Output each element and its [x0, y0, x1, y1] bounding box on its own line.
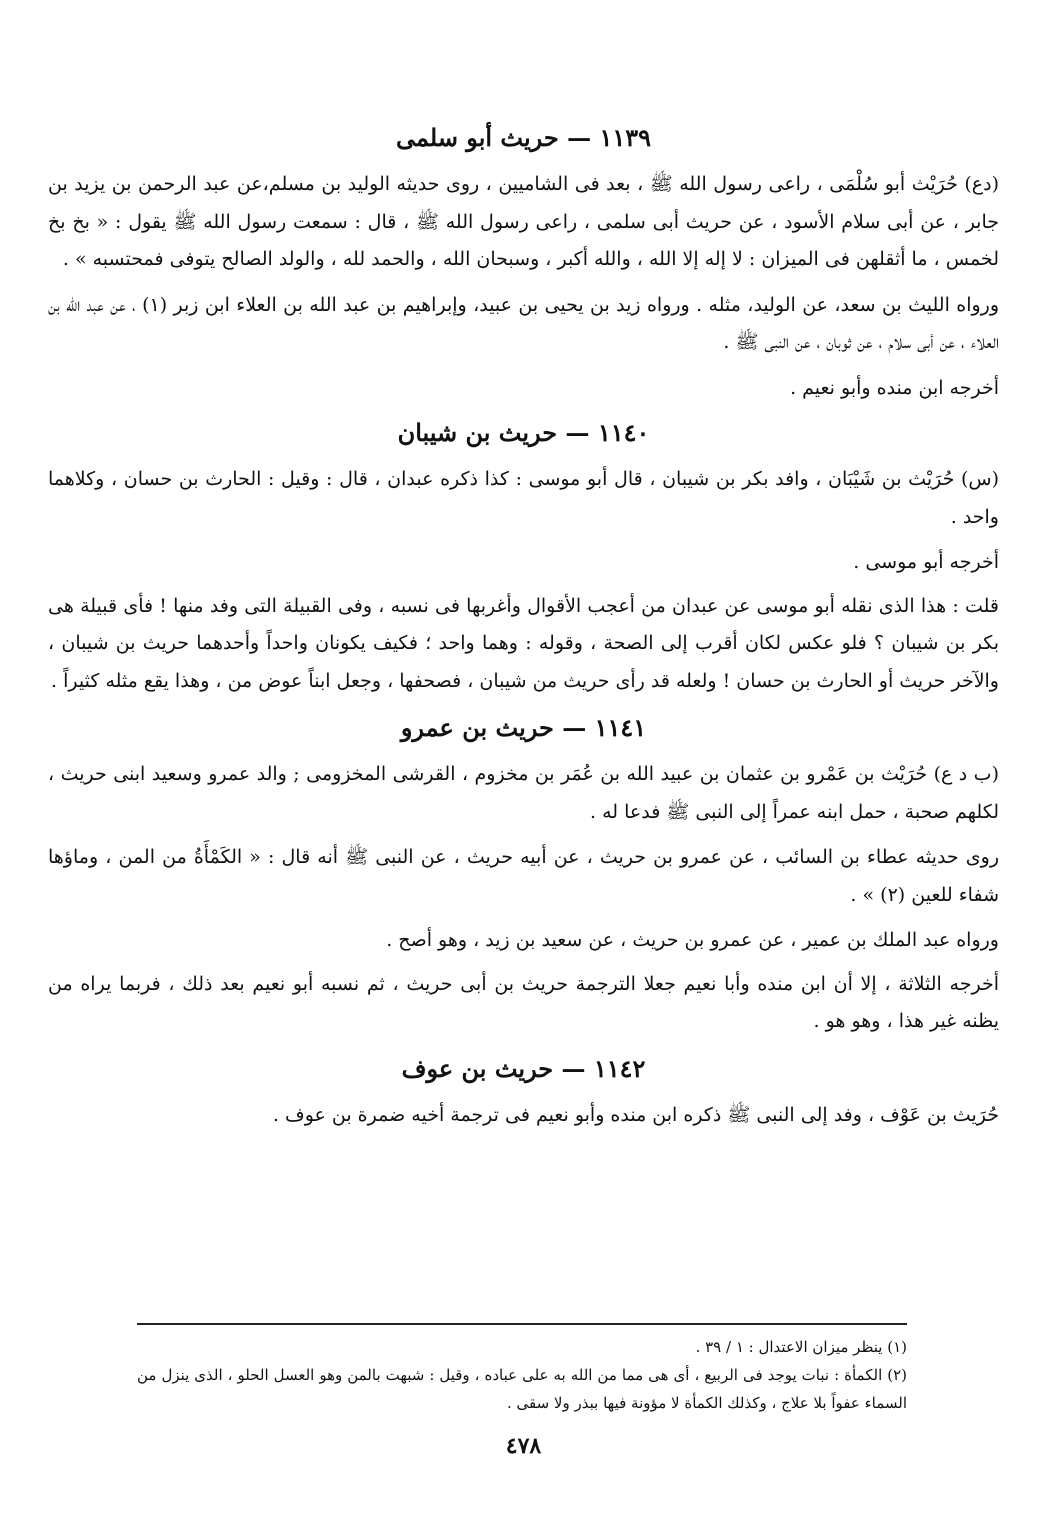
entry-paragraph: حُرَيث بن عَوْف ، وفد إلى النبى ﷺ ذكره ابن منده وأبو نعيم فى ترجمة أخيه ضمرة بن عوف . [272, 1103, 999, 1126]
entry-paragraph: أخرجه أبو موسى . [853, 551, 999, 573]
entry-paragraph: أخرجه الثلاثة ، إلا أن ابن منده وأبا نعيم جعلا الترجمة حريث بن أبى حريث ، ثم نسبه أبو نعيم بعد ذلك ، فربما يراه من يظنه غير هذا ، وهو هو . [48, 972, 999, 1032]
entry-paragraph: (س) حُرَيْث بن شَيْبَان ، وافد بكر بن شيبان ، قال أبو موسى : كذا ذكره عبدان ، قال : وقيل : الحارث بن حسان ، وكلاهما واحد . [48, 468, 999, 528]
entry-heading: ١١٤٠ — حريث بن شيبان [397, 418, 650, 447]
entry-heading: ١١٣٩ — حريث أبو سلمى [396, 123, 651, 152]
entry-paragraph: ورواه عبد الملك بن عمير ، عن عمرو بن حريث ، عن سعيد بن زيد ، وهو أصح . [386, 929, 999, 951]
entry-paragraph: ورواه الليث بن سعد، عن الوليد، مثله . ورواه زيد بن يحيى بن عبيد، وإبراهيم بن عبد الله بن العلاء ابن زبر (١) ، عن عبد الله بن العلاء ، عن أبى سلام ، عن ثوبان ، عن النبى ﷺ . [48, 293, 999, 353]
entry-paragraph: روى حديثه عطاء بن السائب ، عن عمرو بن حريث ، عن أبيه حريث ، عن النبى ﷺ أنه قال : « الكَمْأَةُ من المن ، وماؤها شفاء للعين (٢) » . [48, 846, 999, 906]
page-number: ٤٧٨ [505, 1433, 542, 1459]
entry-paragraph: قلت : هذا الذى نقله أبو موسى عن عبدان من أعجب الأقوال وأغربها فى نسبه ، وفى القبيلة التى وفد منها ! فأى قبيلة هى بكر بن شيبان ؟ فلو عكس لكان أقرب إلى الصحة ، وقوله : وهما واحد ؛ فكيف يكونان واحداً وأحدهما حريث بن شيبان ، والآخر حريث أو الحارث بن حسان ! ولعله قد رأى حريث من شيبان ، فصحفها ، وجعل ابناً عوض من ، وهذا يقع مثله كثيراً . [48, 594, 999, 692]
entry-1142 [48, 1049, 999, 1135]
entry-heading: ١١٤١ — حريث بن عمرو [400, 713, 647, 742]
entry-heading: ١١٤٢ — حريث بن عوف [401, 1053, 646, 1083]
entry-paragraph: (ب د ع) حُرَيْث بن عَمْرو بن عثمان بن عبيد الله بن عُمَر بن مخزوم ، القرشى المخزومى ; والد عمرو وسعيد ابنى حريث ، لكلهم صحبة ، حمل ابنه عمراً إلى النبى ﷺ فدعا له . [48, 763, 999, 823]
entry-1141 [48, 708, 999, 1041]
footnote-divider [137, 1323, 907, 1325]
footnotes [137, 1333, 907, 1417]
footnote-2: (٢) الكمأة : نبات يوجد فى الربيع ، أى هى مما من الله به على عباده ، وقيل : شبهت بالمن وهو العسل الحلو ، الذى ينزل من السماء عفواً بلا علاج ، وكذلك الكمأة لا مؤونة فيها ببذر ولا سقى . [137, 1366, 907, 1412]
entry-paragraph: أخرجه ابن منده وأبو نعيم . [790, 376, 999, 399]
entry-1139 [48, 118, 999, 407]
footnote-1: (١) ينظر ميزان الاعتدال : ١ / ٣٩ . [695, 1338, 907, 1356]
entry-paragraph: (دع) حُرَيْث أبو سُلْمَى ، راعى رسول الله ﷺ ، بعد فى الشاميين ، روى حديثه الوليد بن مسلم،عن عبد الرحمن بن يزيد بن جابر ، عن أبى سلام الأسود ، عن حريث أبى سلمى ، راعى رسول الله ﷺ ، قال : سمعت رسول الله ﷺ يقول : « بخ بخ لخمس ، ما أثقلهن فى الميزان : لا إله إلا الله ، والله أكبر ، وسبحان الله ، والحمد لله ، والولد الصالح يتوفى فمحتسبه » . [48, 173, 999, 270]
entry-1140 [48, 413, 999, 700]
